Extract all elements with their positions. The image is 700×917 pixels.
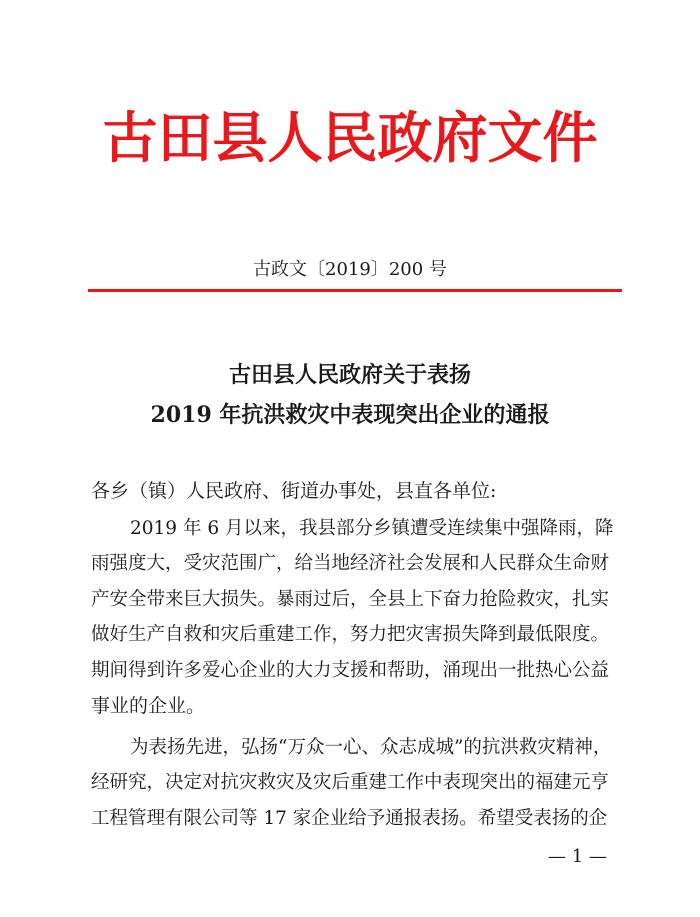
body-line: 为表扬先进，弘扬“万众一心、众志成城”的抗洪救灾精神， (130, 737, 612, 758)
page-number: — 1 — (548, 846, 607, 867)
document-number: 古政文〔2019〕200 号 (253, 259, 447, 280)
red-divider-line (88, 289, 622, 292)
body-line: 期间得到许多爱心企业的大力支援和帮助，涌现出一批热心公益 (91, 660, 610, 681)
body-line: 经研究，决定对抗灾救灾及灾后重建工作中表现突出的福建元亨 (91, 772, 610, 793)
body-line: 工程管理有限公司等 17 家企业给予通报表扬。希望受表扬的企 (91, 808, 608, 829)
body-line: 产安全带来巨大损失。暴雨过后，全县上下奋力抢险救灾，扎实 (91, 589, 610, 610)
body-line: 雨强度大，受灾范围广，给当地经济社会发展和人民群众生命财 (91, 553, 610, 574)
salutation: 各乡（镇）人民政府、街道办事处，县直各单位: (91, 480, 497, 502)
document-title-line-1: 古田县人民政府关于表扬 (228, 362, 471, 388)
body-line: 事业的企业。 (91, 695, 206, 717)
document-title-line-2: 2019 年抗洪救灾中表现突出企业的通报 (150, 402, 550, 428)
document-masthead: 古田县人民政府文件 (102, 105, 598, 170)
body-line: 2019 年 6 月以来，我县部分乡镇遭受连续集中强降雨，降 (130, 518, 614, 539)
body-line: 做好生产自救和灾后重建工作，努力把灾害损失降到最低限度。 (91, 624, 610, 645)
